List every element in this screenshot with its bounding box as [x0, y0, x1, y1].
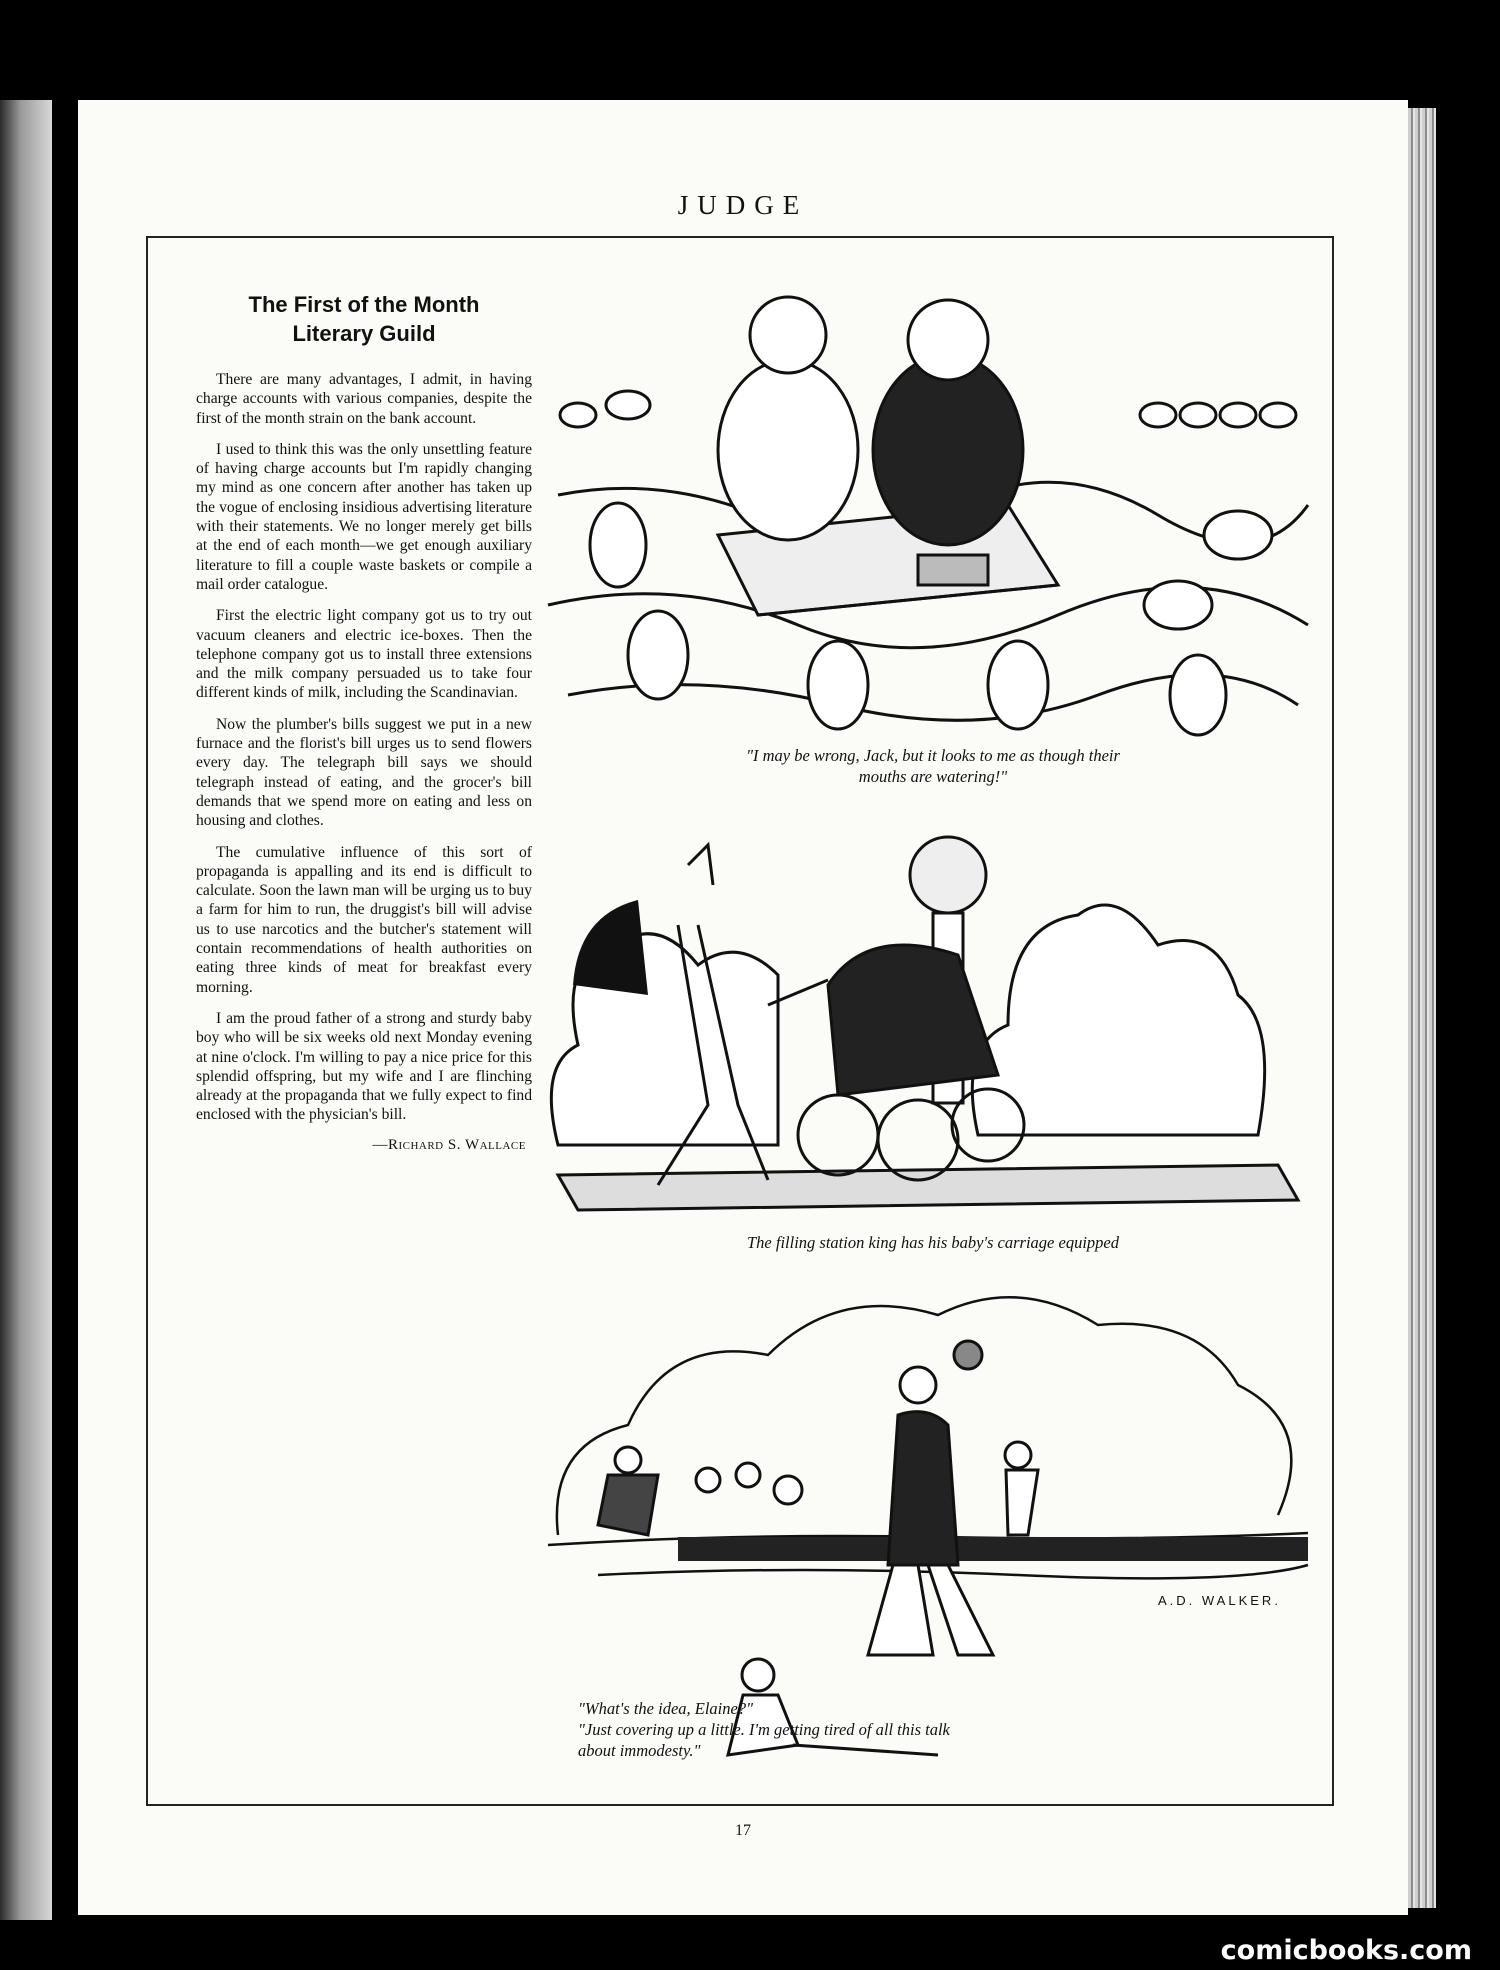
article-paragraph: I am the proud father of a strong and sturdy baby boy who will be six weeks old next Monday evening at nine o'clock. I'm willing to pay a nice price for this splendid offspring, but my wife and I are flinching already at the propaganda that we fully expect to find enclosed with the physician's bill.	[196, 1009, 532, 1124]
fish-caption-line1: "I may be wrong, Jack, but it looks to me as though their	[746, 746, 1120, 765]
article-paragraph: I used to think this was the only unsettling feature of having charge accounts but I'm rapidly changing my mind as one concern after another has taken up the vogue of enclosing insidious advertising literature with their statements. We no longer merely get bills at the end of each month—we get enough auxiliary literature to fill a couple waste baskets or compile a mail order catalogue.	[196, 440, 532, 593]
magazine-page	[78, 100, 1408, 1915]
article-paragraph: Now the plumber's bills suggest we put in a new furnace and the florist's bill urges us to send flowers every day. The telegraph bill says we should telegraph instead of eating, and the grocer's bill demands that we spend more on eating and less on housing and clothes.	[196, 715, 532, 830]
fish-cartoon-caption	[548, 745, 1318, 787]
page-number: 17	[735, 1822, 751, 1839]
fish-caption-line2: mouths are watering!"	[858, 767, 1008, 786]
fish-cartoon	[538, 275, 1318, 755]
fish-cartoon-drawing	[538, 275, 1318, 755]
article	[196, 290, 532, 1154]
beach-caption-line2: "Just covering up a little. I'm getting tired of all this talk	[578, 1720, 950, 1739]
beach-caption-line1: "What's the idea, Elaine?"	[578, 1699, 754, 1718]
pram-cartoon-caption: The filling station king has his baby's carriage equipped	[746, 1233, 1119, 1252]
beach-caption-line3: about immodesty."	[578, 1741, 701, 1760]
pram-cartoon-drawing	[538, 805, 1318, 1225]
pram-cartoon	[538, 805, 1318, 1225]
masthead: JUDGE	[677, 190, 809, 220]
beach-cartoon-caption	[578, 1698, 1278, 1761]
article-paragraph: There are many advantages, I admit, in having charge accounts with various companies, despite the first of the month strain on the bank account.	[196, 371, 532, 427]
article-title	[196, 290, 532, 348]
article-title-line1: The First of the Month	[248, 292, 480, 317]
beach-signature: A.D. WALKER.	[1158, 1593, 1281, 1608]
article-paragraph: First the electric light company got us to try out vacuum cleaners and electric ice-boxes. Then the telephone company got us to install three extensions and the milk company persuaded us to take four different kinds of milk, including the Scandinavian.	[196, 607, 532, 702]
page-stack-edge	[1408, 108, 1436, 1908]
watermark: comicbooks.com	[1220, 1935, 1472, 1966]
article-paragraph: The cumulative influence of this sort of propaganda is appalling and its end is difficult to calculate. Soon the lawn man will be urging us to buy a farm for him to run, the druggist's bill will advise us to use narcotics and the butcher's statement will contain recommendations of health authorities on eating three kinds of meat for breakfast every morning.	[196, 843, 532, 996]
article-title-line2: Literary Guild	[292, 321, 436, 346]
left-page-edge	[0, 100, 52, 1920]
article-byline: —Richard S. Wallace	[372, 1136, 526, 1153]
